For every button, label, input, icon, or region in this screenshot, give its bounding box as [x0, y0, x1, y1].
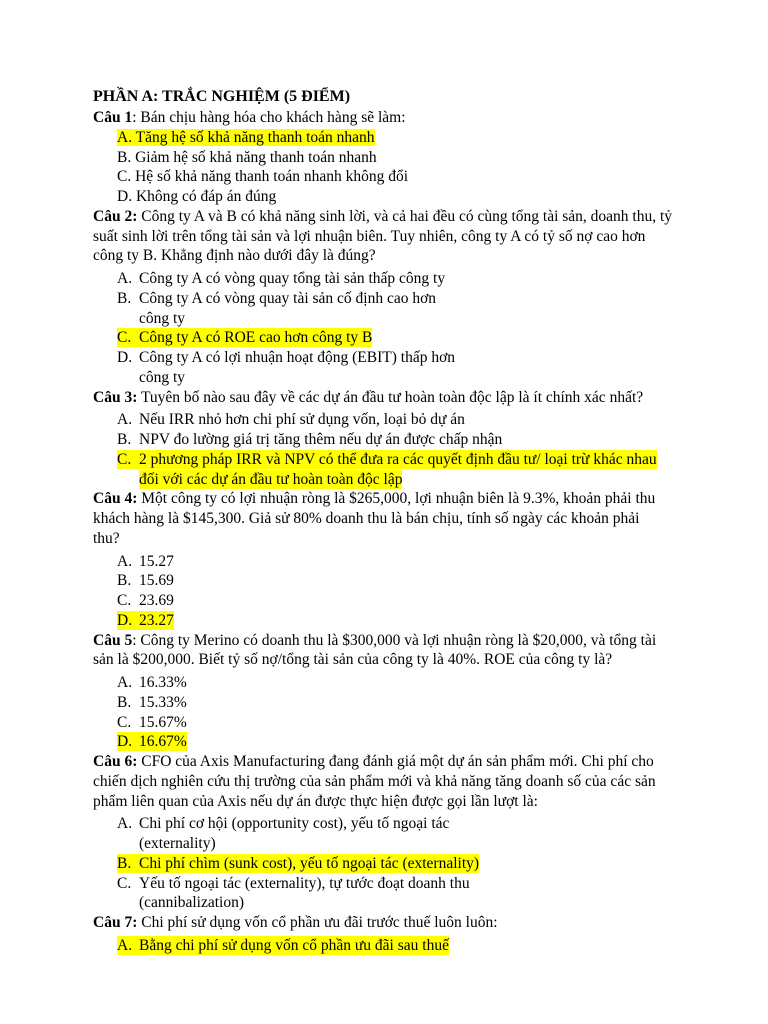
answer-option-text: Công ty A có lợi nhuận hoạt động (EBIT) thấp hơn: [139, 349, 456, 366]
answer-option: [117, 148, 377, 167]
answer-option-text: 15.69: [139, 572, 174, 590]
question-stem: [93, 108, 406, 127]
answer-letter: A.: [117, 411, 133, 429]
question-label: Câu 6:: [93, 753, 138, 770]
question-stem: [93, 792, 538, 811]
answer-option-text: Công ty A có vòng quay tài sản cố định cao hơn: [139, 289, 437, 307]
answer-option: [117, 187, 276, 206]
answer-letter: D.: [117, 611, 133, 629]
question-stem: [93, 772, 656, 791]
answer-letter: A.: [117, 270, 133, 287]
answer-letter: B.: [117, 289, 132, 307]
answer-text: 16.67%: [139, 733, 187, 751]
question-stem: [93, 650, 612, 669]
question-text: Tuyên bố nào sau đây về các dự án đầu tư hoàn toàn độc lập là ít chính xác nhất?: [137, 388, 644, 406]
answer-option-text: [117, 854, 479, 873]
question-stem: [93, 207, 672, 226]
answer-option: [117, 128, 375, 147]
answer-option-text: [117, 611, 174, 630]
answer-option-text: Yếu tố ngoại tác (externality), tự tước đoạt doanh thu: [139, 874, 470, 892]
answer-option-text: C. Hệ số khả năng thanh toán nhanh không đổi: [117, 168, 409, 186]
answer-letter: A.: [117, 815, 133, 833]
answer-letter: B.: [117, 854, 132, 872]
answer-text: Chi phí chìm (sunk cost), yếu tố ngoại tác (externality): [139, 854, 480, 872]
answer-letter: C.: [117, 592, 132, 609]
answer-option-text: 15.67%: [139, 713, 187, 731]
answer-letter: B.: [117, 431, 132, 448]
question-text: : Công ty Merino có doanh thu là $300,000 và lợi nhuận ròng là $20,000, và tổng tài: [132, 631, 657, 649]
answer-option-text: 15.27: [139, 552, 174, 570]
answer-option-text: 16.33%: [139, 674, 187, 691]
answer-text: 23.27: [139, 611, 174, 629]
question-label: Câu 3:: [93, 388, 138, 406]
question-label: Câu 5: [93, 631, 133, 649]
question-text: phẩm liên quan của Axis nếu dự án được thực hiện được gọi lần lượt là:: [93, 792, 538, 810]
answer-option-text: A. Tăng hệ số khả năng thanh toán nhanh: [117, 128, 375, 146]
question-label: Câu 2:: [93, 207, 138, 225]
question-stem: [93, 529, 120, 548]
question-text: : Bán chịu hàng hóa cho khách hàng sẽ làm:: [132, 109, 406, 126]
answer-letter: A.: [117, 936, 133, 954]
answer-option-text: công ty: [139, 368, 186, 386]
answer-option-text: đối với các dự án đầu tư hoàn toàn độc lập: [139, 470, 403, 488]
answer-letter: C.: [117, 329, 132, 347]
answer-option-text: (cannibalization): [139, 894, 245, 912]
answer-option-text: [117, 450, 657, 469]
answer-text: Bằng chi phí sử dụng vốn cổ phần ưu đãi sau thuế: [139, 936, 449, 954]
answer-text: Công ty A có ROE cao hơn công ty B: [139, 329, 373, 347]
answer-letter: B.: [117, 693, 132, 711]
question-text: Một công ty có lợi nhuận ròng là $265,000, lợi nhuận biên là 9.3%, khoản phải thu: [137, 490, 656, 508]
question-text: khách hàng là $145,300. Giả sử 80% doanh thu là bán chịu, tính số ngày các khoản phải: [93, 510, 640, 527]
answer-option-text: Công ty A có vòng quay tổng tài sản thấp công ty: [139, 270, 446, 287]
question-stem: [93, 246, 376, 265]
answer-option-text: NPV đo lường giá trị tăng thêm nếu dự án được chấp nhận: [139, 431, 503, 448]
answer-option-text: Nếu IRR nhỏ hơn chi phí sử dụng vốn, loại bỏ dự án: [139, 411, 465, 429]
page-title: PHẦN A: TRẮC NGHIỆM (5 ĐIỂM): [93, 88, 351, 105]
question-text: Công ty A và B có khả năng sinh lời, và cả hai đều có cùng tổng tài sản, doanh thu, tỷ: [137, 207, 673, 225]
question-text: thu?: [93, 529, 120, 547]
question-stem: [93, 388, 643, 407]
question-stem: [93, 509, 639, 528]
question-stem: [93, 752, 654, 771]
answer-option-text: D. Không có đáp án đúng: [117, 188, 277, 205]
answer-option-text: B. Giảm hệ số khả năng thanh toán nhanh: [117, 148, 377, 166]
question-label: Câu 4:: [93, 490, 138, 508]
question-text: Chi phí sử dụng vốn cổ phần ưu đãi trước thuế luôn luôn:: [137, 914, 498, 931]
answer-option-text: 15.33%: [139, 693, 187, 711]
question-text: sản là $200,000. Biết tỷ số nợ/tổng tài sản của công ty là 40%. ROE của công ty là?: [93, 651, 613, 669]
answer-letter: A.: [117, 552, 133, 570]
answer-option-text: (externality): [139, 835, 216, 852]
answer-letter: D.: [117, 349, 133, 366]
answer-option-text: [117, 328, 372, 347]
answer-option-text: [117, 732, 187, 751]
answer-letter: C.: [117, 450, 132, 468]
answer-text: 2 phương pháp IRR và NPV có thể đưa ra các quyết định đầu tư/ loại trừ khác nhau: [139, 450, 657, 468]
question-stem: [93, 913, 498, 932]
answer-letter: D.: [117, 733, 133, 751]
question-stem: [93, 489, 655, 508]
answer-option-text: Chi phí cơ hội (opportunity cost), yếu tố ngoại tác: [139, 815, 450, 833]
question-label: Câu 1: [93, 109, 133, 126]
question-text: CFO của Axis Manufacturing đang đánh giá một dự án sản phẩm mới. Chi phí cho: [137, 753, 654, 770]
question-text: công ty B. Khẳng định nào dưới đây là đúng?: [93, 247, 376, 265]
answer-option-text: 23.69: [139, 592, 174, 609]
answer-letter: C.: [117, 874, 132, 892]
answer-letter: A.: [117, 674, 133, 691]
question-stem: [93, 631, 656, 650]
question-text: chiến dịch nghiên cứu thị trường của sản phẩm mới và khả năng tăng doanh số của các sản: [93, 772, 656, 790]
question-stem: [93, 227, 645, 246]
question-label: Câu 7:: [93, 914, 138, 931]
answer-option-text: [117, 936, 449, 955]
question-text: suất sinh lời trên tổng tài sản và lợi nhuận biên. Tuy nhiên, công ty A có tỷ số nợ cao hơn: [93, 227, 646, 245]
answer-letter: B.: [117, 572, 132, 590]
answer-option-text: công ty: [139, 309, 186, 327]
answer-option: [117, 167, 408, 186]
answer-letter: C.: [117, 713, 132, 731]
